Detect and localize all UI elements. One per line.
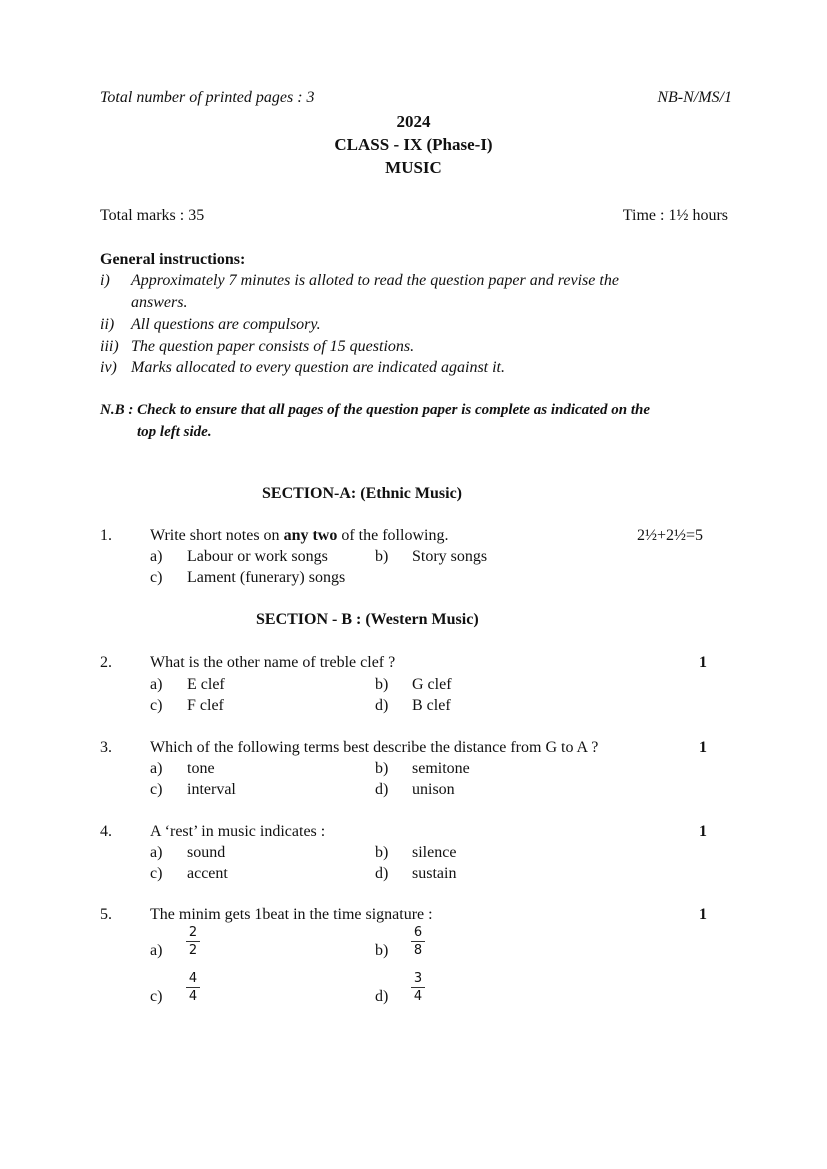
instruction-text: All questions are compulsory. (131, 316, 321, 333)
question-marks: 1 (699, 906, 707, 923)
option-label: a) (150, 942, 163, 959)
option-label: a) (150, 844, 163, 861)
time-signature-3-4 (411, 972, 425, 1003)
time-signature-6-8 (411, 926, 425, 957)
option-text: Labour or work songs (187, 548, 328, 565)
option-text: F clef (187, 697, 224, 714)
instruction-text-continued: answers. (131, 294, 188, 311)
instruction-num: ii) (100, 316, 115, 333)
paper-code: NB-N/MS/1 (657, 89, 732, 106)
nb-note: N.B : Check to ensure that all pages of the question paper is complete as indicated on the (100, 402, 651, 418)
question-number: 1. (100, 527, 112, 544)
fraction-bar (186, 941, 200, 942)
fraction-bar (411, 987, 425, 988)
option-text: semitone (412, 760, 470, 777)
instructions-heading: General instructions: (100, 251, 246, 268)
option-label: c) (150, 569, 163, 586)
instruction-num: iv) (100, 359, 117, 376)
fraction-bar (186, 987, 200, 988)
option-text: Lament (funerary) songs (187, 569, 346, 586)
nb-note-continued: top left side. (137, 424, 212, 440)
option-label: c) (150, 781, 163, 798)
option-text: accent (187, 865, 228, 882)
option-label: c) (150, 697, 163, 714)
printed-pages-note: Total number of printed pages : 3 (100, 89, 315, 106)
question-text: A ‘rest’ in music indicates : (150, 823, 326, 840)
exam-year: 2024 (396, 112, 431, 131)
option-label: d) (375, 988, 389, 1005)
option-text: Story songs (412, 548, 488, 565)
time-allowed: Time : 1½ hours (622, 207, 728, 224)
question-text: Which of the following terms best describe the distance from G to A ? (150, 739, 599, 756)
time-signature-2-2 (186, 926, 200, 957)
option-label: d) (375, 697, 389, 714)
question-text-emphasis: any two (283, 527, 338, 544)
question-number: 3. (100, 739, 112, 756)
option-text: sound (187, 844, 226, 861)
section-a-title: SECTION-A: (Ethnic Music) (262, 485, 463, 502)
option-text: unison (412, 781, 455, 798)
option-label: d) (375, 781, 389, 798)
option-label: a) (150, 760, 163, 777)
fraction-denominator: 8 (413, 943, 423, 958)
section-b-title: SECTION - B : (Western Music) (256, 611, 479, 628)
question-marks: 2½+2½=5 (637, 527, 704, 544)
question-text-part: Write short notes on (150, 527, 284, 544)
option-label: b) (375, 760, 389, 777)
option-text: interval (187, 781, 236, 798)
option-label: d) (375, 865, 389, 882)
fraction-denominator: 4 (188, 989, 198, 1004)
question-number: 2. (100, 654, 112, 671)
total-marks: Total marks : 35 (100, 207, 205, 224)
instruction-num: iii) (100, 338, 119, 355)
subject-title: MUSIC (385, 158, 442, 177)
option-label: b) (375, 676, 389, 693)
option-label: b) (375, 844, 389, 861)
instruction-text: Marks allocated to every question are indicated against it. (131, 359, 505, 376)
option-text: G clef (412, 676, 452, 693)
fraction-bar (411, 941, 425, 942)
option-label: c) (150, 988, 163, 1005)
option-label: a) (150, 548, 163, 565)
question-text: What is the other name of treble clef ? (150, 654, 396, 671)
fraction-numerator: 4 (188, 971, 198, 986)
option-text: tone (187, 760, 215, 777)
question-text: The minim gets 1beat in the time signature : (150, 906, 433, 923)
option-text: silence (412, 844, 457, 861)
question-marks: 1 (699, 823, 707, 840)
fraction-numerator: 6 (413, 925, 423, 940)
fraction-denominator: 4 (413, 989, 423, 1004)
instruction-text: The question paper consists of 15 questions. (131, 338, 415, 355)
time-signature-4-4 (186, 972, 200, 1003)
class-title: CLASS - IX (Phase-I) (334, 135, 493, 154)
question-text (150, 527, 448, 545)
question-number: 5. (100, 906, 112, 923)
option-label: a) (150, 676, 163, 693)
option-text: B clef (412, 697, 451, 714)
fraction-denominator: 2 (188, 943, 198, 958)
option-text: sustain (412, 865, 457, 882)
option-label: b) (375, 942, 389, 959)
question-number: 4. (100, 823, 112, 840)
instruction-text: Approximately 7 minutes is alloted to read the question paper and revise the (131, 272, 619, 289)
fraction-numerator: 3 (413, 971, 423, 986)
option-label: b) (375, 548, 389, 565)
option-label: c) (150, 865, 163, 882)
question-marks: 1 (699, 739, 707, 756)
option-text: E clef (187, 676, 225, 693)
instruction-num: i) (100, 272, 110, 289)
question-text-part: of the following. (337, 527, 449, 544)
question-marks: 1 (699, 654, 707, 671)
fraction-numerator: 2 (188, 925, 198, 940)
